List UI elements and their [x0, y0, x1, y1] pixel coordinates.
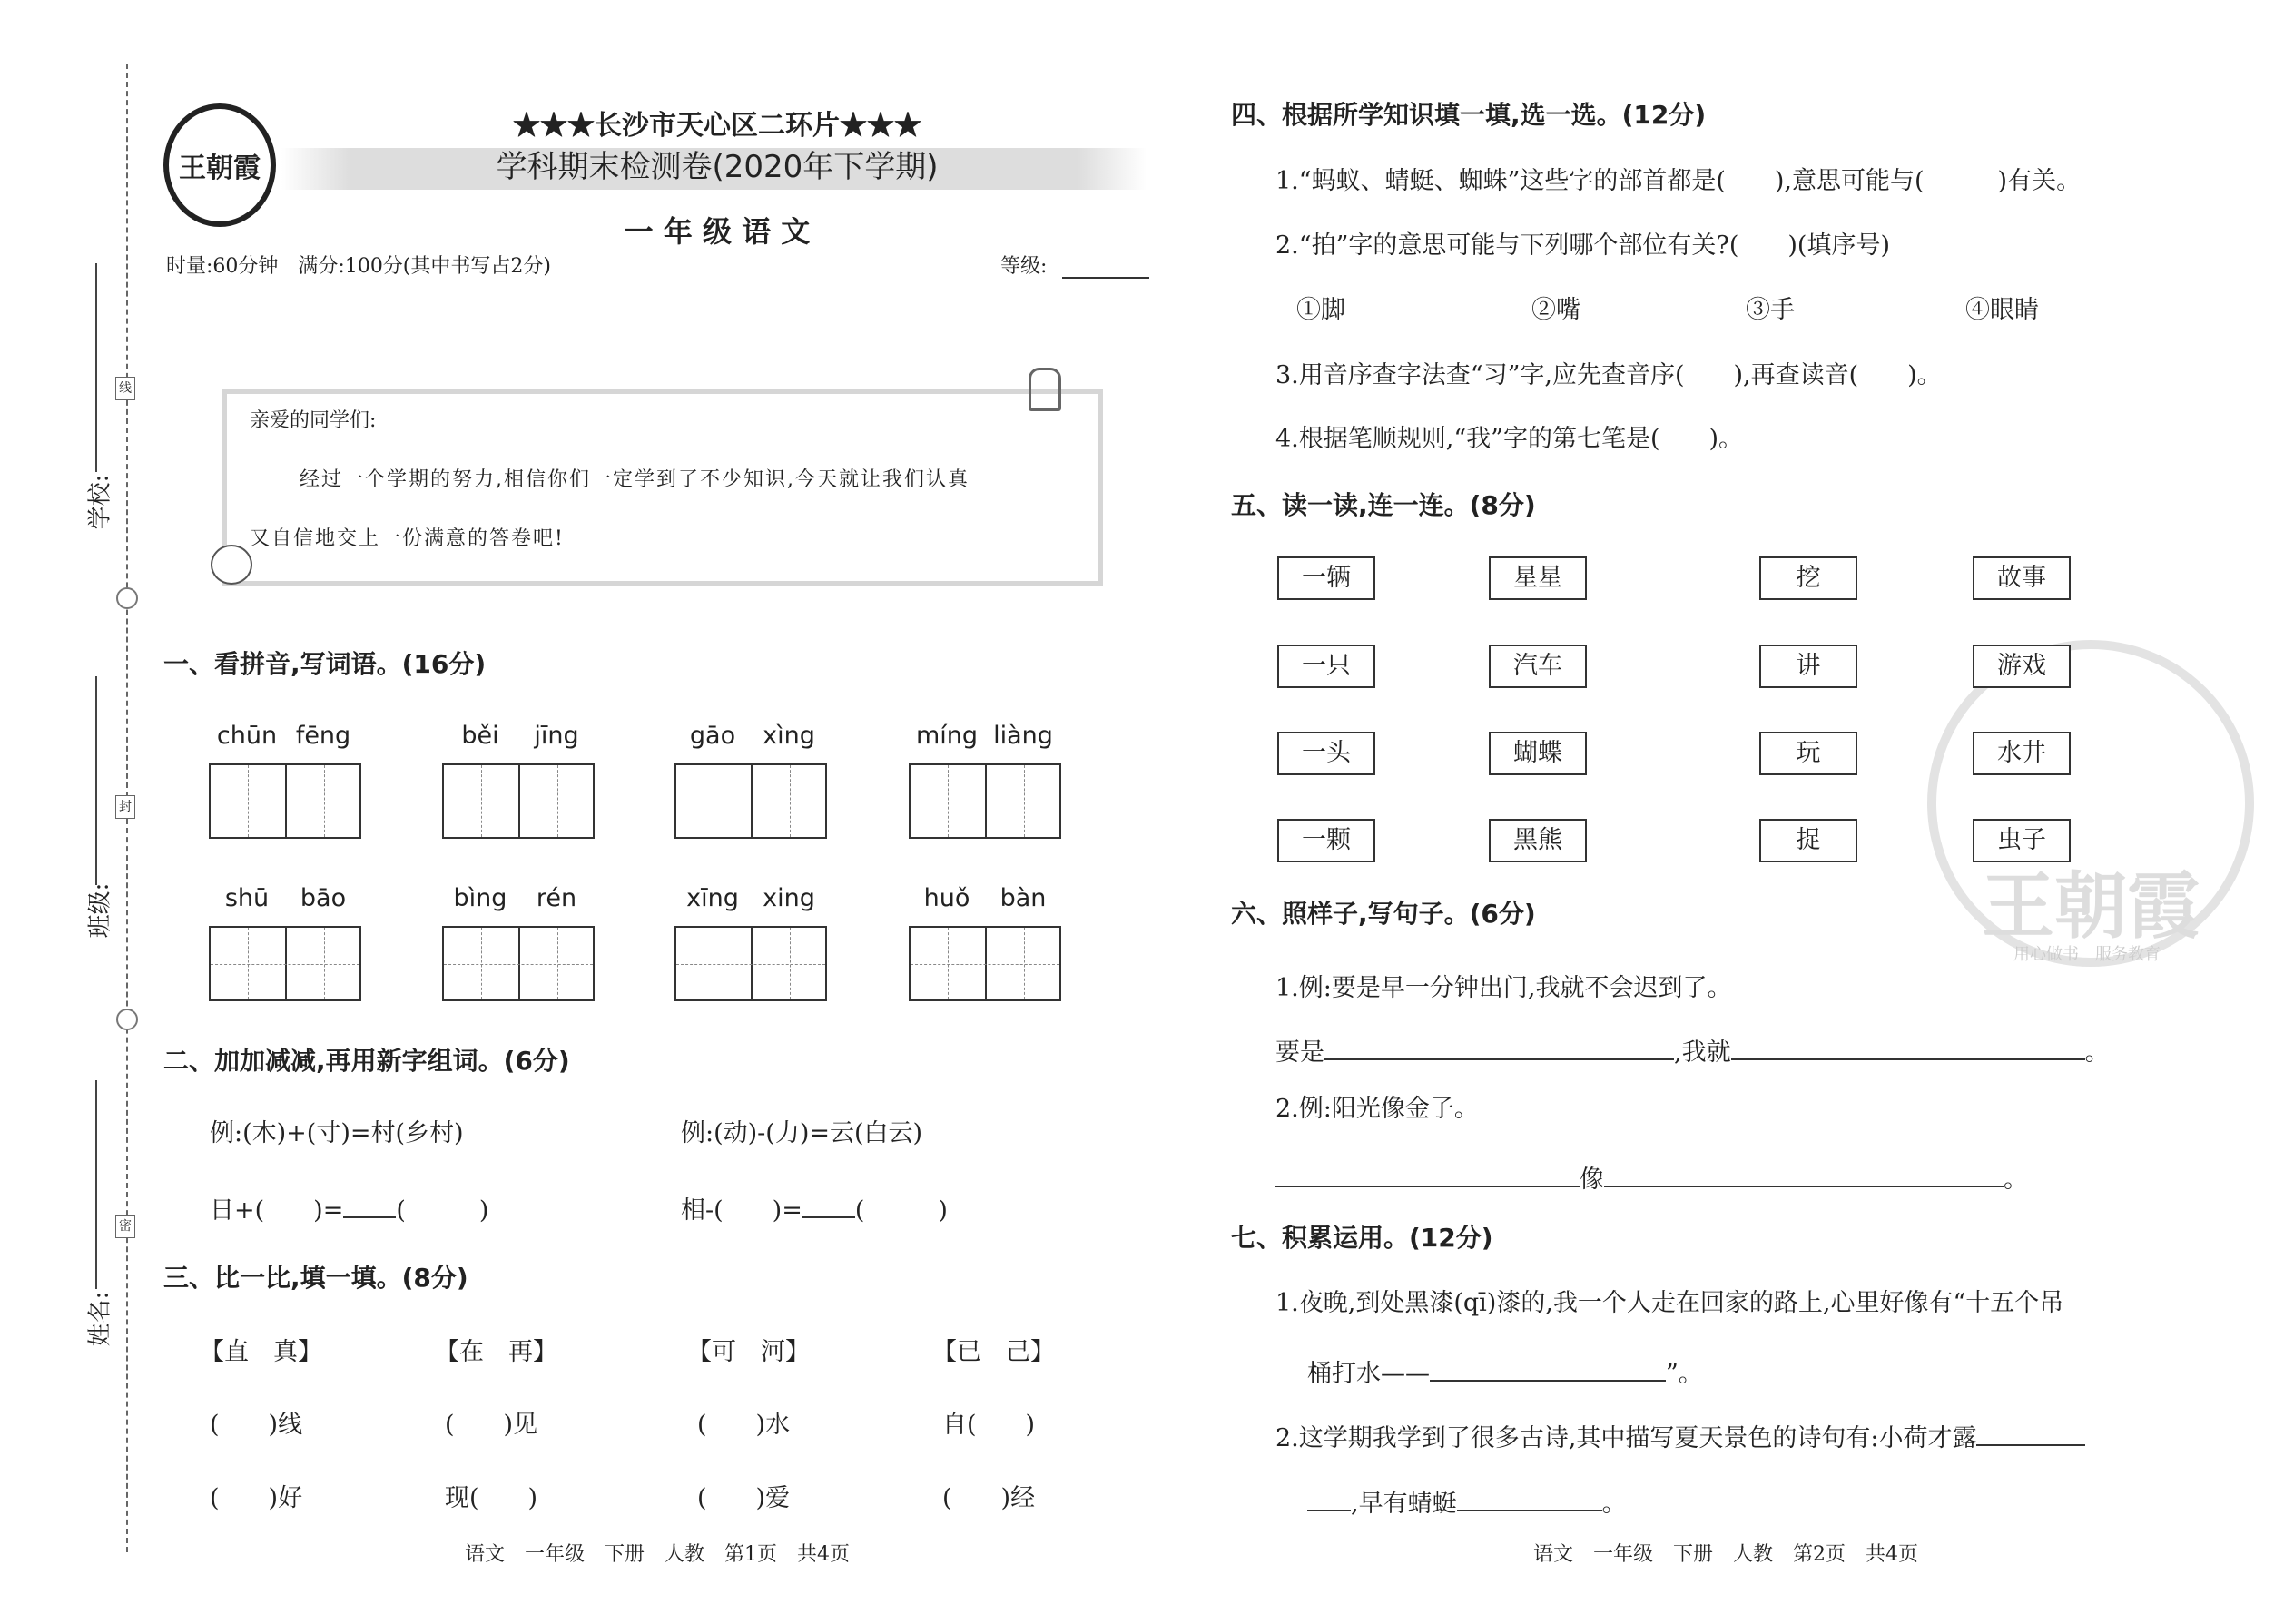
q-text: 相-( )= — [681, 1196, 802, 1225]
fill-blank[interactable]: ( )好 — [210, 1484, 303, 1512]
match-box[interactable]: 一只 — [1277, 645, 1375, 688]
school-label: 学校: — [86, 474, 114, 530]
pinyin-syllable: shū — [224, 884, 270, 912]
section-4-title: 四、根据所学知识填一填,选一选。(12分) — [1231, 100, 1707, 130]
letter-line: 经过一个学期的努力,相信你们一定学到了不少知识,今天就让我们认真 — [300, 468, 970, 491]
cartoon-icon — [211, 545, 252, 585]
pinyin-syllable: liàng — [993, 722, 1053, 750]
pinyin-syllable: gāo — [689, 722, 736, 750]
pinyin-syllable: xing — [763, 884, 815, 912]
match-box[interactable]: 黑熊 — [1489, 819, 1587, 862]
pinyin-syllable: bìng — [453, 884, 507, 912]
name-field[interactable] — [95, 1080, 97, 1289]
logo-text: 王朝霞 — [179, 153, 261, 184]
question-7-1-cont — [1307, 1356, 1703, 1386]
match-box[interactable]: 游戏 — [1973, 645, 2071, 688]
section-2-title: 二、加加减减,再用新字组词。(6分) — [163, 1046, 570, 1076]
writing-grid[interactable] — [909, 926, 1061, 1001]
match-box[interactable]: 挖 — [1759, 556, 1857, 600]
school-field[interactable] — [95, 263, 97, 472]
seal-char: 线 — [115, 377, 135, 400]
match-box[interactable]: 一辆 — [1277, 556, 1375, 600]
char-pair: 【在 再】 — [435, 1338, 557, 1366]
question-2-1 — [210, 1193, 488, 1223]
match-box[interactable]: 捉 — [1759, 819, 1857, 862]
match-box[interactable]: 水井 — [1973, 732, 2071, 775]
q-text: 桶打水—— — [1307, 1360, 1430, 1388]
question-7-2 — [1275, 1421, 2085, 1451]
answer-blank[interactable] — [1324, 1035, 1674, 1060]
question-4-2: 2.“拍”字的意思可能与下列哪个部位有关?( )(填序号) — [1275, 231, 1890, 260]
section-1-title: 一、看拼音,写词语。(16分) — [163, 649, 487, 679]
example-sentence: 1.例:要是早一分钟出门,我就不会迟到了。 — [1275, 974, 1732, 1002]
answer-paren[interactable]: ( ) — [396, 1196, 489, 1225]
fill-blank[interactable]: 自( ) — [942, 1411, 1036, 1439]
match-box[interactable]: 讲 — [1759, 645, 1857, 688]
answer-blank[interactable] — [1275, 1162, 1580, 1187]
sentence-1 — [1275, 1035, 2110, 1065]
pinyin-syllable: chūn — [216, 722, 278, 750]
question-4-3: 3.用音序查字法查“习”字,应先查音序( ),再查读音( )。 — [1275, 361, 1942, 389]
match-box[interactable]: 汽车 — [1489, 645, 1587, 688]
writing-grid[interactable] — [442, 926, 595, 1001]
q-text: 日+( )= — [210, 1196, 344, 1225]
option[interactable]: ③手 — [1746, 296, 1795, 324]
section-7-title: 七、积累运用。(12分) — [1231, 1223, 1493, 1253]
q-text: 2.这学期我学到了很多古诗,其中描写夏天景色的诗句有:小荷才露 — [1275, 1424, 1977, 1452]
answer-blank[interactable] — [1976, 1421, 2085, 1446]
question-4-1: 1.“蚂蚁、蜻蜓、蜘蛛”这些字的部首都是( ),意思可能与( )有关。 — [1275, 167, 2082, 195]
section-3-title: 三、比一比,填一填。(8分) — [163, 1263, 468, 1293]
pinyin-syllable: jīng — [534, 722, 579, 750]
answer-blank[interactable] — [1430, 1356, 1666, 1382]
class-label: 班级: — [86, 882, 114, 939]
pinyin-syllable: bāo — [300, 884, 347, 912]
question-2-2 — [681, 1193, 948, 1223]
answer-paren[interactable]: ( ) — [854, 1196, 948, 1225]
binding-hole-icon — [116, 1009, 138, 1030]
writing-grid[interactable] — [209, 763, 361, 839]
q-text: ,我就 — [1674, 1038, 1731, 1067]
match-box[interactable]: 玩 — [1759, 732, 1857, 775]
option[interactable]: ②嘴 — [1531, 296, 1580, 324]
writing-grid[interactable] — [442, 763, 595, 839]
page-footer: 语文 一年级 下册 人教 第1页 共4页 — [465, 1543, 850, 1566]
seal-char: 密 — [115, 1215, 135, 1238]
binder-clip-icon — [1029, 368, 1061, 411]
answer-blank[interactable] — [1604, 1162, 2004, 1187]
writing-grid[interactable] — [209, 926, 361, 1001]
answer-blank[interactable] — [343, 1193, 396, 1218]
q-text: 。 — [2004, 1166, 2028, 1194]
question-4-4: 4.根据笔顺规则,“我”字的第七笔是( )。 — [1275, 425, 1744, 453]
region-subtitle: ★★★长沙市天心区二环片★★★ — [513, 110, 921, 142]
match-box[interactable]: 故事 — [1973, 556, 2071, 600]
pinyin-syllable: bàn — [999, 884, 1047, 912]
exam-title: 学科期末检测卷(2020年下学期) — [496, 149, 939, 185]
exam-info: 时量:60分钟 满分:100分(其中书写占2分) — [166, 255, 551, 278]
match-box[interactable]: 星星 — [1489, 556, 1587, 600]
fill-blank[interactable]: ( )经 — [942, 1484, 1036, 1512]
class-field[interactable] — [95, 676, 97, 885]
answer-blank[interactable] — [1307, 1486, 1351, 1511]
question-7-1: 1.夜晚,到处黑漆(qī)漆的,我一个人走在回家的路上,心里好像有“十五个吊 — [1275, 1289, 2064, 1317]
writing-grid[interactable] — [909, 763, 1061, 839]
section-6-title: 六、照样子,写句子。(6分) — [1231, 899, 1536, 929]
answer-blank[interactable] — [1731, 1035, 2085, 1060]
brand-logo — [163, 103, 276, 227]
match-box[interactable]: 一头 — [1277, 732, 1375, 775]
option[interactable]: ④眼睛 — [1965, 296, 2039, 324]
char-pair: 【可 河】 — [687, 1338, 810, 1366]
match-box[interactable]: 一颗 — [1277, 819, 1375, 862]
char-pair: 【直 真】 — [200, 1338, 322, 1366]
fill-blank[interactable]: ( )见 — [445, 1411, 538, 1439]
q-text: ”。 — [1666, 1360, 1703, 1388]
grade-label: 等级: — [1000, 255, 1048, 278]
answer-blank[interactable] — [1457, 1486, 1602, 1511]
subject-title: 一 年 级 语 文 — [624, 214, 811, 249]
letter-line: 又自信地交上一份满意的答卷吧! — [250, 527, 565, 550]
fill-blank[interactable]: 现( ) — [445, 1484, 538, 1512]
q-text: 要是 — [1275, 1038, 1324, 1067]
pinyin-syllable: fēng — [295, 722, 351, 750]
section-5-title: 五、读一读,连一连。(8分) — [1231, 490, 1536, 520]
option[interactable]: ①脚 — [1296, 296, 1345, 324]
fill-blank[interactable]: ( )爱 — [697, 1484, 791, 1512]
grade-field[interactable] — [1062, 277, 1149, 279]
pinyin-syllable: huǒ — [923, 884, 970, 912]
watermark-sub: 用心做书 服务教育 — [2013, 945, 2161, 964]
pinyin-syllable: xìng — [763, 722, 815, 750]
q-text: 像 — [1580, 1166, 1604, 1194]
match-box[interactable]: 虫子 — [1973, 819, 2071, 862]
writing-grid[interactable] — [674, 763, 827, 839]
match-box[interactable]: 蝴蝶 — [1489, 732, 1587, 775]
pinyin-syllable: rén — [536, 884, 577, 912]
writing-grid[interactable] — [674, 926, 827, 1001]
seal-char: 封 — [115, 795, 135, 819]
letter-greeting: 亲爱的同学们: — [250, 409, 377, 432]
fill-blank[interactable]: ( )线 — [210, 1411, 303, 1439]
q-text: ,早有蜻蜓 — [1351, 1490, 1457, 1518]
pinyin-syllable: míng — [915, 722, 979, 750]
fill-blank[interactable]: ( )水 — [697, 1411, 791, 1439]
sentence-2 — [1275, 1162, 2028, 1192]
char-pair: 【已 己】 — [932, 1338, 1055, 1366]
example-sentence: 2.例:阳光像金子。 — [1275, 1095, 1479, 1123]
example-text: 例:(动)-(力)=云(白云) — [681, 1119, 923, 1147]
pinyin-syllable: běi — [461, 722, 499, 750]
name-label: 姓名: — [86, 1291, 114, 1347]
q-text: 。 — [2084, 1038, 2110, 1067]
question-7-2-cont — [1307, 1486, 1627, 1516]
page-footer: 语文 一年级 下册 人教 第2页 共4页 — [1533, 1543, 1918, 1566]
q-text: 。 — [1601, 1490, 1627, 1518]
example-text: 例:(木)+(寸)=村(乡村) — [210, 1119, 464, 1147]
pinyin-syllable: xīng — [686, 884, 739, 912]
answer-blank[interactable] — [802, 1193, 855, 1218]
watermark-text: 王朝霞 — [1982, 863, 2200, 949]
binding-hole-icon — [116, 587, 138, 609]
